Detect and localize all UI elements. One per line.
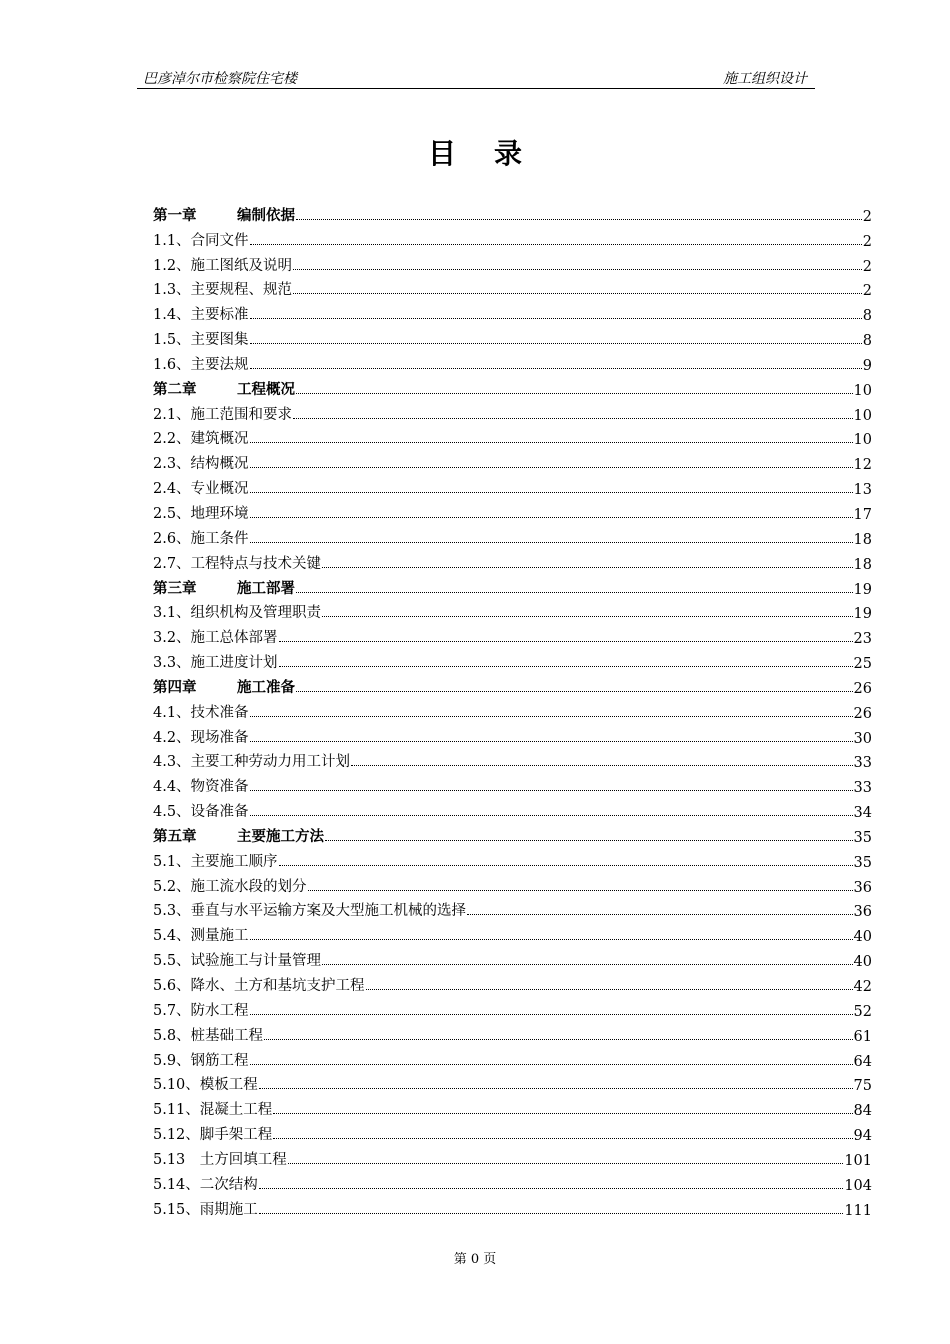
toc-dot-leader	[250, 740, 853, 742]
toc-page-number: 19	[853, 606, 872, 623]
toc-section-entry[interactable]	[153, 896, 872, 921]
toc-page-number: 10	[853, 382, 872, 399]
toc-section-entry[interactable]	[153, 945, 872, 970]
toc-dot-leader	[259, 1212, 844, 1214]
toc-dot-leader	[250, 1013, 853, 1015]
toc-page-number: 26	[853, 705, 872, 722]
toc-dot-leader	[250, 342, 862, 344]
toc-entry-label: 2.7、工程特点与技术关键	[153, 555, 322, 572]
toc-dot-leader	[296, 392, 853, 394]
toc-page-number: 30	[853, 730, 872, 747]
toc-chapter-title: 施工部署	[237, 579, 295, 597]
toc-entry-label	[153, 378, 295, 399]
toc-section-entry[interactable]	[153, 1194, 872, 1219]
toc-entry-label: 5.3、垂直与水平运输方案及大型施工机械的选择	[153, 903, 467, 920]
toc-page-number: 9	[862, 357, 872, 374]
toc-page-number: 94	[853, 1128, 872, 1145]
toc-section-entry[interactable]	[153, 647, 872, 672]
toc-section-entry[interactable]	[153, 498, 872, 523]
toc-dot-leader	[250, 243, 862, 245]
toc-entry-label: 5.12、脚手架工程	[153, 1127, 273, 1144]
toc-section-entry[interactable]	[153, 1119, 872, 1144]
toc-entry-label: 2.6、施工条件	[153, 530, 249, 547]
toc-chapter-number: 第一章	[153, 206, 197, 224]
toc-page-number: 17	[853, 506, 872, 523]
toc-chapter-title: 主要施工方法	[237, 827, 324, 845]
toc-dot-leader	[325, 839, 853, 841]
toc-entry-label: 3.3、施工进度计划	[153, 655, 278, 672]
toc-page-number: 8	[862, 308, 872, 325]
toc-page-number: 101	[844, 1152, 872, 1169]
toc-dot-leader	[366, 988, 853, 990]
toc-page-number: 10	[853, 407, 872, 424]
toc-entry-label: 1.6、主要法规	[153, 356, 249, 373]
table-of-contents	[153, 200, 872, 1219]
toc-page-number: 33	[853, 780, 872, 797]
toc-page-number: 61	[853, 1028, 872, 1045]
toc-section-entry[interactable]	[153, 846, 872, 871]
toc-entry-label: 1.4、主要标准	[153, 307, 249, 324]
toc-page-number: 2	[862, 283, 872, 300]
toc-page-number: 26	[853, 680, 872, 697]
toc-entry-label: 5.1、主要施工顺序	[153, 853, 278, 870]
toc-section-entry[interactable]	[153, 771, 872, 796]
toc-dot-leader	[296, 218, 862, 220]
toc-dot-leader	[273, 1137, 852, 1139]
toc-chapter-title: 编制依据	[237, 206, 295, 224]
toc-page-number: 64	[853, 1053, 872, 1070]
toc-section-entry[interactable]	[153, 324, 872, 349]
toc-dot-leader	[308, 889, 853, 891]
toc-dot-leader	[322, 566, 852, 568]
toc-section-entry[interactable]	[153, 1020, 872, 1045]
toc-section-entry[interactable]	[153, 1094, 872, 1119]
toc-entry-label: 2.4、专业概况	[153, 481, 249, 498]
toc-entry-label: 1.1、合同文件	[153, 232, 249, 249]
toc-entry-label: 4.1、技术准备	[153, 704, 249, 721]
toc-section-entry[interactable]	[153, 299, 872, 324]
toc-entry-label	[153, 676, 295, 697]
toc-page-number: 18	[853, 556, 872, 573]
toc-page-number: 13	[853, 482, 872, 499]
toc-dot-leader	[296, 690, 853, 692]
toc-chapter-entry[interactable]	[153, 672, 872, 697]
toc-dot-leader	[259, 1187, 844, 1189]
toc-chapter-number: 第四章	[153, 678, 197, 696]
toc-section-entry[interactable]	[153, 796, 872, 821]
page-footer: 第 0 页	[453, 1252, 497, 1267]
toc-entry-label: 5.2、施工流水段的划分	[153, 878, 307, 895]
toc-chapter-entry[interactable]	[153, 821, 872, 846]
toc-page-number: 10	[853, 432, 872, 449]
toc-dot-leader	[279, 864, 853, 866]
toc-section-entry[interactable]	[153, 473, 872, 498]
toc-entry-label: 2.5、地理环境	[153, 505, 249, 522]
toc-section-entry[interactable]	[153, 349, 872, 374]
toc-page-number: 19	[853, 581, 872, 598]
toc-entry-label: 5.13 土方回填工程	[153, 1151, 287, 1168]
toc-dot-leader	[250, 441, 853, 443]
toc-chapter-entry[interactable]	[153, 374, 872, 399]
toc-chapter-number: 第三章	[153, 579, 197, 597]
toc-section-entry[interactable]	[153, 697, 872, 722]
toc-entry-label: 4.5、设备准备	[153, 804, 249, 821]
page-title: 目录	[427, 137, 560, 170]
toc-entry-label: 5.11、混凝土工程	[153, 1102, 273, 1119]
toc-entry-label: 4.3、主要工种劳动力用工计划	[153, 754, 351, 771]
toc-chapter-entry[interactable]	[153, 573, 872, 598]
toc-page-number: 40	[853, 954, 872, 971]
toc-entry-label: 1.5、主要图集	[153, 332, 249, 349]
toc-chapter-title: 工程概况	[237, 380, 295, 398]
toc-section-entry[interactable]	[153, 722, 872, 747]
toc-page-number: 2	[862, 258, 872, 275]
toc-page-number: 25	[853, 656, 872, 673]
toc-entry-label: 3.2、施工总体部署	[153, 630, 278, 647]
toc-page-number: 23	[853, 631, 872, 648]
toc-dot-leader	[250, 1063, 853, 1065]
toc-entry-label: 2.3、结构概况	[153, 456, 249, 473]
toc-dot-leader	[250, 491, 853, 493]
toc-page-number: 2	[862, 233, 872, 250]
toc-dot-leader	[288, 1162, 844, 1164]
toc-page-number: 84	[853, 1103, 872, 1120]
toc-entry-label: 4.4、物资准备	[153, 779, 249, 796]
toc-chapter-entry[interactable]	[153, 200, 872, 225]
toc-dot-leader	[250, 367, 862, 369]
toc-section-entry[interactable]	[153, 970, 872, 995]
toc-dot-leader	[279, 665, 853, 667]
toc-dot-leader	[293, 292, 862, 294]
toc-page-number: 40	[853, 929, 872, 946]
toc-page-number: 36	[853, 879, 872, 896]
toc-page-number: 2	[862, 208, 872, 225]
toc-chapter-number: 第二章	[153, 380, 197, 398]
toc-page-number: 75	[853, 1078, 872, 1095]
toc-section-entry[interactable]	[153, 598, 872, 623]
toc-section-entry[interactable]	[153, 225, 872, 250]
toc-entry-label: 2.2、建筑概况	[153, 431, 249, 448]
toc-dot-leader	[351, 764, 852, 766]
toc-entry-label: 5.7、防水工程	[153, 1002, 249, 1019]
toc-section-entry[interactable]	[153, 1144, 872, 1169]
toc-section-entry[interactable]	[153, 1169, 872, 1194]
toc-dot-leader	[467, 913, 852, 915]
toc-page-number: 18	[853, 531, 872, 548]
toc-entry-label: 5.6、降水、土方和基坑支护工程	[153, 978, 365, 994]
toc-page-number: 52	[853, 1003, 872, 1020]
toc-entry-label: 1.3、主要规程、规范	[153, 282, 293, 299]
toc-entry-label: 5.4、测量施工	[153, 928, 249, 945]
toc-section-entry[interactable]	[153, 399, 872, 424]
toc-dot-leader	[293, 417, 852, 419]
toc-dot-leader	[250, 516, 853, 518]
toc-entry-label: 5.9、钢筋工程	[153, 1052, 249, 1069]
toc-dot-leader	[293, 268, 862, 270]
toc-dot-leader	[259, 1087, 853, 1089]
toc-entry-label: 5.14、二次结构	[153, 1176, 258, 1193]
toc-entry-label: 4.2、现场准备	[153, 729, 249, 746]
toc-entry-label: 5.8、桩基础工程	[153, 1027, 264, 1044]
toc-dot-leader	[322, 963, 852, 965]
toc-dot-leader	[250, 541, 853, 543]
toc-page-number: 33	[853, 755, 872, 772]
toc-section-entry[interactable]	[153, 250, 872, 275]
toc-entry-label	[153, 825, 324, 846]
toc-section-entry[interactable]	[153, 920, 872, 945]
toc-dot-leader	[279, 640, 853, 642]
toc-page-number: 12	[853, 457, 872, 474]
toc-entry-label: 3.1、组织机构及管理职责	[153, 605, 322, 622]
toc-section-entry[interactable]	[153, 448, 872, 473]
toc-entry-label	[153, 577, 295, 598]
toc-dot-leader	[322, 615, 852, 617]
toc-entry-label: 5.10、模板工程	[153, 1077, 258, 1094]
toc-page-number: 111	[844, 1202, 872, 1219]
toc-section-entry[interactable]	[153, 747, 872, 772]
toc-entry-label: 5.5、试验施工与计量管理	[153, 953, 322, 970]
page-header	[137, 66, 815, 89]
toc-entry-label: 5.15、雨期施工	[153, 1201, 258, 1218]
toc-page-number: 34	[853, 805, 872, 822]
toc-page-number: 8	[862, 333, 872, 350]
toc-section-entry[interactable]	[153, 871, 872, 896]
toc-entry-label: 2.1、施工范围和要求	[153, 406, 293, 423]
toc-dot-leader	[273, 1112, 852, 1114]
toc-dot-leader	[250, 715, 853, 717]
toc-section-entry[interactable]	[153, 548, 872, 573]
toc-chapter-title: 施工准备	[237, 678, 295, 696]
toc-page-number: 36	[853, 904, 872, 921]
toc-page-number: 35	[853, 854, 872, 871]
toc-dot-leader	[250, 466, 853, 468]
toc-page-number: 42	[853, 979, 872, 995]
toc-dot-leader	[264, 1038, 852, 1040]
toc-section-entry[interactable]	[153, 523, 872, 548]
toc-entry-label: 1.2、施工图纸及说明	[153, 257, 293, 274]
toc-page-number: 104	[844, 1177, 872, 1194]
toc-dot-leader	[250, 938, 853, 940]
toc-dot-leader	[250, 789, 853, 791]
toc-section-entry[interactable]	[153, 1045, 872, 1070]
toc-dot-leader	[250, 814, 853, 816]
toc-chapter-number: 第五章	[153, 827, 197, 845]
toc-page-number: 35	[853, 829, 872, 846]
toc-section-entry[interactable]	[153, 1070, 872, 1095]
toc-section-entry[interactable]	[153, 995, 872, 1020]
toc-dot-leader	[250, 317, 862, 319]
toc-section-entry[interactable]	[153, 275, 872, 300]
toc-section-entry[interactable]	[153, 622, 872, 647]
header-project-name: 巴彦淖尔市检察院住宅楼	[143, 71, 297, 87]
toc-section-entry[interactable]	[153, 424, 872, 449]
toc-dot-leader	[296, 591, 853, 593]
toc-entry-label	[153, 204, 295, 225]
header-doc-type: 施工组织设计	[723, 71, 807, 87]
